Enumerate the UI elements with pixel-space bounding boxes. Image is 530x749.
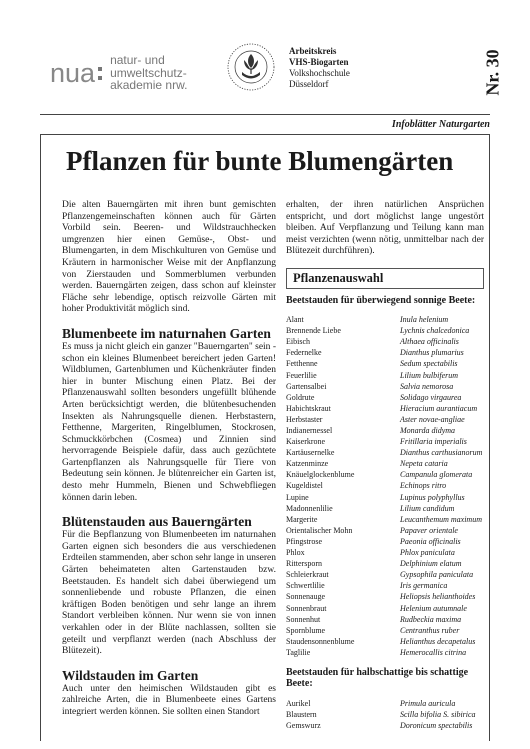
plant-common-name: Herbstaster (286, 414, 323, 424)
plant-latin-name: Salvia nemorosa (400, 381, 454, 391)
plant-latin-name: Gypsophila paniculata (400, 570, 474, 580)
plant-latin-name: Fritillaria imperialis (400, 437, 467, 447)
plant-common-name: Kartäusernelke (286, 448, 335, 458)
plant-selection-title: Pflanzenauswahl (286, 268, 484, 289)
plant-latin-name: Iris germanica (400, 581, 448, 591)
plant-common-name: Schleierkraut (286, 570, 329, 580)
plant-row (286, 370, 484, 381)
sunny-list-heading: Beetstauden für überwiegend sonnige Beete: (286, 294, 476, 306)
section-heading: Blumenbeete im naturnahen Garten (62, 325, 271, 341)
plant-row (286, 492, 484, 503)
plant-row (286, 580, 484, 591)
plant-row (286, 591, 484, 602)
plant-latin-name: Monarda didyma (400, 426, 456, 435)
plant-latin-name: Leucanthemum maximum (400, 514, 482, 524)
plant-common-name: Sonnenbraut (286, 603, 327, 613)
header-rule (40, 114, 490, 115)
plant-latin-name: Inula helenium (400, 315, 449, 325)
plant-row (286, 447, 484, 458)
issue-number: Nr. 30 (482, 49, 503, 96)
nua-logo-text: natur- und umweltschutz- akademie nrw. (110, 53, 188, 93)
plant-row (286, 720, 484, 731)
sunny-plant-list (286, 314, 484, 658)
frame-right-rule (489, 135, 490, 741)
plant-row (286, 381, 484, 392)
nua-logo-word: nua (50, 57, 96, 88)
plant-latin-name: Hemerocallis citrina (400, 647, 467, 657)
plant-common-name: Goldrute (286, 392, 315, 402)
plant-row (286, 392, 484, 403)
plant-latin-name: Primula auricula (400, 698, 456, 708)
continued-paragraph: erhalten, der ihren natürlichen Ansprüchen entspricht, und dort möglichst lange ungestört bleiben. Auf Verpflanzung und Teilung kann man meist verzichten (wenn nötig, unmittelbar nach der Blütezeit durchführen). (286, 200, 484, 257)
plant-latin-name: Centranthus ruber (400, 625, 460, 635)
section-text: Auch unter den heimischen Wildstauden gibt es zahlreiche Arten, die in Blumenbeete eines Gartens integriert werden können. Sie sollten einen Standort (62, 683, 276, 717)
shade-list-heading: Beetstauden für halbschattige bis schattige Beete: (286, 666, 469, 690)
plant-common-name: Margerite (286, 514, 318, 524)
plant-row (286, 603, 484, 614)
nua-logo (50, 53, 188, 93)
plant-common-name: Aurikel (286, 698, 311, 708)
plant-row (286, 536, 484, 547)
plant-latin-name: Althaea officinalis (400, 337, 459, 347)
plant-row (286, 525, 484, 536)
plant-row (286, 569, 484, 580)
plant-common-name: Rittersporn (286, 559, 322, 569)
left-column (62, 200, 276, 719)
nua-logo-colon (98, 63, 104, 83)
plant-common-name: Gartensalbei (286, 381, 327, 391)
plant-row (286, 709, 484, 720)
section-text: Für die Bepflanzung von Blumenbeeten im naturnahen Garten eignen sich besonders die aus verschiedenen Erdteilen stammenden, aber schon sehr lange in unseren Gärten beheimateten alten Gartenstauden bzw. Beetstauden. Es handelt sich dabei überwiegend um sonnenliebende und robuste Pflanzen, die einen kräftigen Boden benötigen und sehr lange an ihrem Standort verbleiben können. Nur wenn sie von innen verkahlen oder in der Blüte nachlassen, sollten sie geteilt und verpflanzt werden (nach Abschluss der Blütezeit). (62, 530, 276, 657)
plant-common-name: Madonnenlilie (286, 503, 333, 513)
plant-latin-name: Solidago virgaurea (400, 392, 462, 402)
plant-row (286, 469, 484, 480)
plant-common-name: Taglilie (286, 647, 311, 657)
plant-latin-name: Dianthus carthusianorum (400, 448, 483, 458)
plant-common-name: Fetthenne (286, 359, 318, 369)
plant-latin-name: Lilium candidum (400, 503, 455, 513)
plant-common-name: Lupine (286, 492, 309, 502)
plant-latin-name: Nepeta cataria (400, 459, 448, 469)
plant-row (286, 347, 484, 358)
plant-row (286, 503, 484, 514)
frame-top-rule (40, 134, 490, 135)
plant-latin-name: Hieracium aurantiacum (400, 403, 478, 413)
plant-latin-name: Helenium autumnale (400, 603, 467, 613)
plant-latin-name: Lychnis chalcedonica (400, 326, 470, 336)
plant-common-name: Feuerlilie (286, 370, 317, 380)
plant-common-name: Brennende Liebe (286, 326, 341, 336)
plant-row (286, 358, 484, 369)
plant-latin-name: Delphinium elatum (400, 559, 462, 569)
plant-latin-name: Doronicum spectabilis (400, 721, 473, 731)
series-label: Infoblätter Naturgarten (391, 119, 490, 130)
plant-latin-name: Campanula glomerata (400, 470, 473, 480)
frame-left-rule (40, 135, 41, 741)
plant-row (286, 458, 484, 469)
plant-common-name: Federnelke (286, 348, 322, 358)
plant-latin-name: Aster novae-angliae (400, 414, 465, 424)
plant-latin-name: Scilla bifolia S. sibirica (400, 710, 476, 720)
plant-row (286, 414, 484, 425)
plant-common-name: Phlox (286, 548, 305, 558)
plant-latin-name: Sedum spectabilis (400, 359, 458, 369)
plant-row (286, 625, 484, 636)
plant-row (286, 314, 484, 325)
plant-common-name: Gemswurz (286, 721, 321, 731)
plant-common-name: Habichtskraut (286, 403, 331, 413)
plant-row (286, 336, 484, 347)
plant-latin-name: Dianthus plumarius (400, 348, 464, 358)
page-title: Pflanzen für bunte Blumengärten (66, 146, 454, 176)
plant-common-name: Sonnenhut (286, 614, 321, 624)
vhs-address: Arbeitskreis VHS-Biogarten Volkshochschule Düsseldorf (289, 46, 350, 89)
plant-latin-name: Lilium bulbiferum (400, 370, 459, 380)
vhs-seal-icon (226, 42, 276, 92)
intro-paragraph: Die alten Bauerngärten mit ihren bunt gemischten Pflanzengemeinschaften können auch für Gärten Vorbild sein. Beeren- und Wildstrauchhecken umgrenzen hier einen Gemüse-, Obst- und Blumengarten, in dem Mischkulturen von Gemüse und Kräutern in harmonischer Weise mit der Anpflanzung von Zierstauden und Sommerblumen verbunden werden. Bauerngärten zeigen, dass schon auf kleinster Fläche sehr lebendige, optisch reizvolle Gärten mit hoher Produktivität möglich sind. (62, 200, 276, 315)
plant-row (286, 325, 484, 336)
plant-common-name: Knäuelglockenblume (286, 470, 355, 480)
plant-latin-name: Papaver orientale (400, 525, 458, 535)
right-column (286, 200, 484, 731)
plant-common-name: Spornblume (286, 625, 326, 635)
shade-plant-list (286, 698, 484, 731)
plant-row (286, 636, 484, 647)
plant-row (286, 647, 484, 658)
plant-common-name: Sonnenauge (286, 592, 326, 602)
plant-row (286, 698, 484, 709)
plant-common-name: Alant (286, 315, 304, 325)
plant-latin-name: Heliopsis helianthoides (400, 592, 476, 602)
plant-common-name: Indianernessel (286, 426, 333, 435)
plant-latin-name: Rudbeckia maxima (400, 614, 462, 624)
plant-common-name: Schwertlilie (286, 581, 325, 591)
plant-row (286, 547, 484, 558)
plant-latin-name: Helianthus decapetalus (400, 636, 476, 646)
plant-latin-name: Echinops ritro (400, 481, 447, 491)
plant-common-name: Orientalischer Mohn (286, 525, 353, 535)
plant-latin-name: Paeonia officinalis (400, 536, 461, 546)
plant-row (286, 403, 484, 414)
plant-common-name: Katzenminze (286, 459, 329, 469)
plant-row (286, 558, 484, 569)
plant-common-name: Pfingstrose (286, 536, 322, 546)
section-heading: Wildstauden im Garten (62, 667, 199, 683)
plant-common-name: Kaiserkrone (286, 437, 326, 447)
plant-common-name: Eibisch (286, 337, 310, 347)
section-text: Es muss ja nicht gleich ein ganzer "Bauerngarten" sein - schon ein kleines Blumenbeet bereichert jeden Garten! Wildblumen, Gartenblumen und Küchenkräuter finden hier in bunter Mischung einen Platz. Bei der Pflanzenauswahl sollten besonders ungefüllt blühende Arten berücksichtigt werden, die blütenbesuchenden Insekten als Nahrungsquelle dienen. Herbstastern, Fetthenne, Margeriten, Ringelblumen, Stockrosen, Schmuckkörbchen (Cosmea) und Zinnien sind hervorragende Beispiele dafür, dass auch gezüchtete Gartenpflanzen als Nahrungsquelle für Tiere von Bedeutung sein können. Je blütenreicher ein Garten ist, desto mehr Hummeln, Bienen und Schwebfliegen können darin leben. (62, 341, 276, 503)
plant-row (286, 425, 484, 436)
plant-latin-name: Phlox paniculata (400, 548, 455, 558)
plant-row (286, 480, 484, 491)
plant-common-name: Staudensonnenblume (286, 636, 355, 646)
plant-common-name: Kugeldistel (286, 481, 323, 491)
plant-latin-name: Lupinus polyphyllus (400, 492, 465, 502)
plant-common-name: Blaustern (286, 710, 317, 720)
section-heading: Blütenstauden aus Bauerngärten (62, 514, 252, 530)
plant-row (286, 436, 484, 447)
plant-row (286, 514, 484, 525)
plant-row (286, 614, 484, 625)
